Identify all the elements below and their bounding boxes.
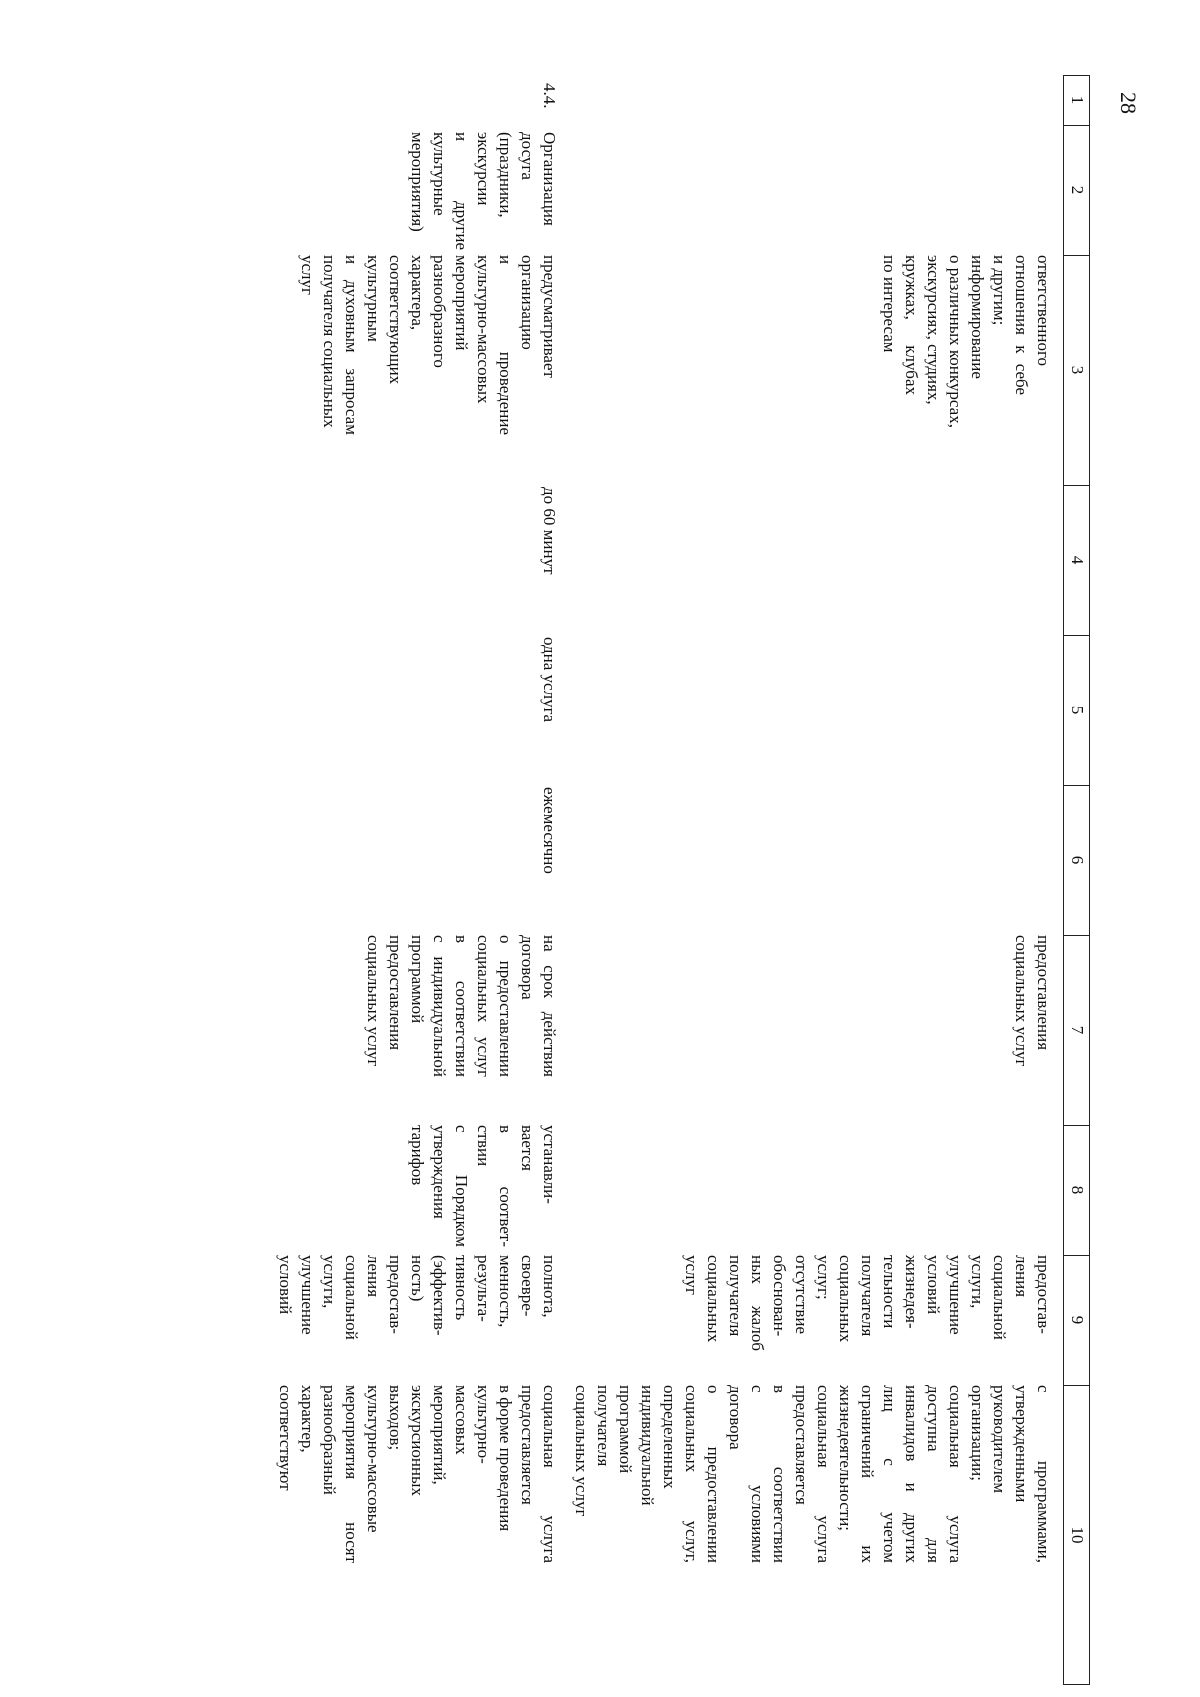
text-line: отношения к себе — [1012, 255, 1031, 395]
text-line: культурно-массовых — [474, 255, 493, 404]
text-line: с индивидуальной — [430, 935, 449, 1077]
text-line: соответствующих — [386, 255, 405, 385]
text-line: условий — [276, 1255, 295, 1315]
text-line: мероприятия) — [408, 132, 427, 232]
text-line: характера, — [408, 255, 427, 331]
table-top-border — [1089, 75, 1090, 1685]
text-line: услуг — [298, 255, 317, 296]
text-line: социальных услуг — [364, 935, 383, 1067]
text-line: информирование — [968, 255, 987, 379]
text-line: мероприятий, — [430, 1385, 449, 1485]
text-line: получателя — [858, 1255, 877, 1337]
text-line: социальных услуг — [474, 935, 493, 1077]
text-line: социальная услуга — [540, 1385, 559, 1563]
text-line: ответственного — [1034, 255, 1053, 367]
text-line: тарифов — [408, 1125, 427, 1186]
text-line: результа- — [474, 1255, 493, 1322]
text-line: о предоставлении — [496, 935, 515, 1077]
text-line: на срок действия — [540, 935, 559, 1077]
text-line: отсутствие — [792, 1255, 811, 1335]
text-line: до 60 минут — [540, 487, 559, 575]
text-line: ления — [1012, 1255, 1031, 1298]
column-number-10: 10 — [1068, 1526, 1087, 1544]
row-4-4-term — [362, 935, 560, 1077]
column-number-4: 4 — [1068, 555, 1087, 565]
text-line: культурно- — [474, 1385, 493, 1464]
text-line: тивность — [452, 1255, 471, 1321]
column-number-7: 7 — [1068, 1025, 1087, 1035]
text-line: услуги, — [320, 1255, 339, 1309]
text-line: мероприятия носят — [342, 1385, 361, 1563]
text-line: улучшение — [946, 1255, 965, 1335]
text-line: ность) — [408, 1255, 427, 1302]
column-number-6: 6 — [1068, 855, 1087, 865]
row-4-4-duration — [538, 487, 560, 633]
text-line: социальных — [704, 1255, 723, 1343]
text-line: доступна для — [924, 1385, 943, 1563]
text-line: социальных услуг — [572, 1385, 591, 1517]
text-line: предоставления — [386, 935, 405, 1051]
text-line: выходов; — [386, 1385, 405, 1451]
text-line: социальных услуг — [1012, 935, 1031, 1067]
text-line: досуга — [518, 132, 537, 180]
text-line: с условиями — [748, 1385, 767, 1563]
text-line: разнообразный — [320, 1385, 339, 1495]
text-line: в соответствии — [452, 935, 471, 1077]
text-line: ных жалоб — [748, 1255, 767, 1351]
text-line: о различных конкурсах, — [946, 255, 965, 428]
row-4-4-quality — [274, 1255, 560, 1351]
column-number-5: 5 — [1068, 705, 1087, 715]
text-line: в соответствии — [770, 1385, 789, 1563]
text-line: услуг; — [814, 1255, 833, 1300]
text-line: Организация — [540, 132, 559, 226]
text-line: предостав- — [1034, 1255, 1053, 1334]
row-4-4-conditions — [274, 1385, 560, 1563]
text-line: в соответ- — [496, 1125, 515, 1247]
continued-col9-text — [680, 1255, 1054, 1351]
text-line: (праздники, — [496, 132, 515, 218]
text-line: социальная услуга — [814, 1385, 833, 1563]
text-line: и другим; — [990, 255, 1009, 326]
text-line: индивидуальной — [638, 1385, 657, 1506]
column-number-2: 2 — [1068, 185, 1087, 195]
text-line: предоставления — [1034, 935, 1053, 1051]
text-line: разнообразного — [430, 255, 449, 368]
text-line: утвержденными — [1012, 1385, 1031, 1503]
text-line: культурно-массовые — [364, 1385, 383, 1533]
row-4-4-number — [538, 83, 560, 123]
continued-col3-text — [878, 255, 1054, 428]
text-line: получателя — [726, 1255, 745, 1337]
row-4-4-description — [296, 255, 560, 435]
row-4-4-frequency — [538, 787, 560, 933]
text-line: экскурсионных — [408, 1385, 427, 1496]
text-line: инвалидов и других — [902, 1385, 921, 1563]
text-line: и другие — [452, 132, 471, 250]
text-line: тельности — [880, 1255, 899, 1329]
text-line: предоставляется — [792, 1385, 811, 1505]
text-line: утверждения — [430, 1125, 449, 1219]
text-line: социальных — [836, 1255, 855, 1343]
text-line: программой — [408, 935, 427, 1024]
row-4-4-unit — [538, 637, 560, 783]
text-line: договора — [726, 1385, 745, 1450]
column-number-8: 8 — [1068, 1185, 1087, 1195]
column-number-3: 3 — [1068, 365, 1087, 375]
text-line: с программами, — [1034, 1385, 1053, 1563]
text-line: социальной — [342, 1255, 361, 1340]
text-line: ления — [364, 1255, 383, 1298]
text-line: и проведение — [496, 255, 515, 435]
text-line: социальной — [990, 1255, 1009, 1340]
text-line: услуги, — [968, 1255, 987, 1309]
continued-col10-text — [570, 1385, 1054, 1563]
text-line: организацию — [518, 255, 537, 350]
text-line: своевре- — [518, 1255, 537, 1317]
text-line: лиц с учетом — [880, 1385, 899, 1563]
text-line: ограничений их — [858, 1385, 877, 1563]
page-number: 28 — [1116, 92, 1141, 114]
continued-col7-text — [1010, 935, 1054, 1120]
text-line: обоснован- — [770, 1255, 789, 1337]
text-line: услуг — [682, 1255, 701, 1296]
text-line: программой — [616, 1385, 635, 1474]
text-line: организации; — [968, 1385, 987, 1481]
row-4-4-service-name — [406, 132, 560, 250]
text-line: получателя социальных — [320, 255, 339, 428]
text-line: предусматривает — [540, 255, 559, 378]
column-number-1: 1 — [1068, 95, 1087, 105]
text-line: получателя — [594, 1385, 613, 1467]
text-line: ежемесячно — [540, 787, 559, 874]
text-line: массовых — [452, 1385, 471, 1455]
rotated-table-sheet — [70, 75, 1090, 1685]
text-line: кружках, клубах — [902, 255, 921, 395]
text-line: менность, — [496, 1255, 515, 1328]
text-line: одна услуга — [540, 637, 559, 723]
text-line: экскурсии — [474, 132, 493, 206]
text-line: предостав- — [386, 1255, 405, 1334]
text-line: культурные — [430, 132, 449, 216]
text-line: условий — [924, 1255, 943, 1315]
text-line: улучшение — [298, 1255, 317, 1335]
text-line: культурным — [364, 255, 383, 342]
text-line: руководителем — [990, 1385, 1009, 1494]
text-line: определенных — [660, 1385, 679, 1489]
text-line: в форме проведения — [496, 1385, 515, 1532]
text-line: социальная услуга — [946, 1385, 965, 1563]
text-line: жизнедея- — [902, 1255, 921, 1329]
text-line: устанавли- — [540, 1125, 559, 1204]
column-number-9: 9 — [1068, 1315, 1087, 1325]
text-line: соответствуют — [276, 1385, 295, 1491]
text-line: ствии — [474, 1125, 493, 1167]
header-bottom-border — [1063, 75, 1064, 1685]
text-line: по интересам — [880, 255, 899, 353]
text-line: полнота, — [540, 1255, 559, 1318]
row-4-4-tariff — [406, 1125, 560, 1247]
text-line: социальных услуг, — [682, 1385, 701, 1563]
text-line: жизнедеятельности; — [836, 1385, 855, 1532]
text-line: 4.4. — [540, 83, 559, 109]
text-line: мероприятий — [452, 255, 471, 351]
text-line: экскурсиях, студиях, — [924, 255, 943, 405]
text-line: характер, — [298, 1385, 317, 1453]
text-line: договора — [518, 935, 537, 1000]
text-line: предоставляется — [518, 1385, 537, 1505]
text-line: с Порядком — [452, 1125, 471, 1247]
text-line: (эффектив- — [430, 1255, 449, 1336]
text-line: вается — [518, 1125, 537, 1171]
text-line: о предоставлении — [704, 1385, 723, 1563]
text-line: и духовным запросам — [342, 255, 361, 435]
